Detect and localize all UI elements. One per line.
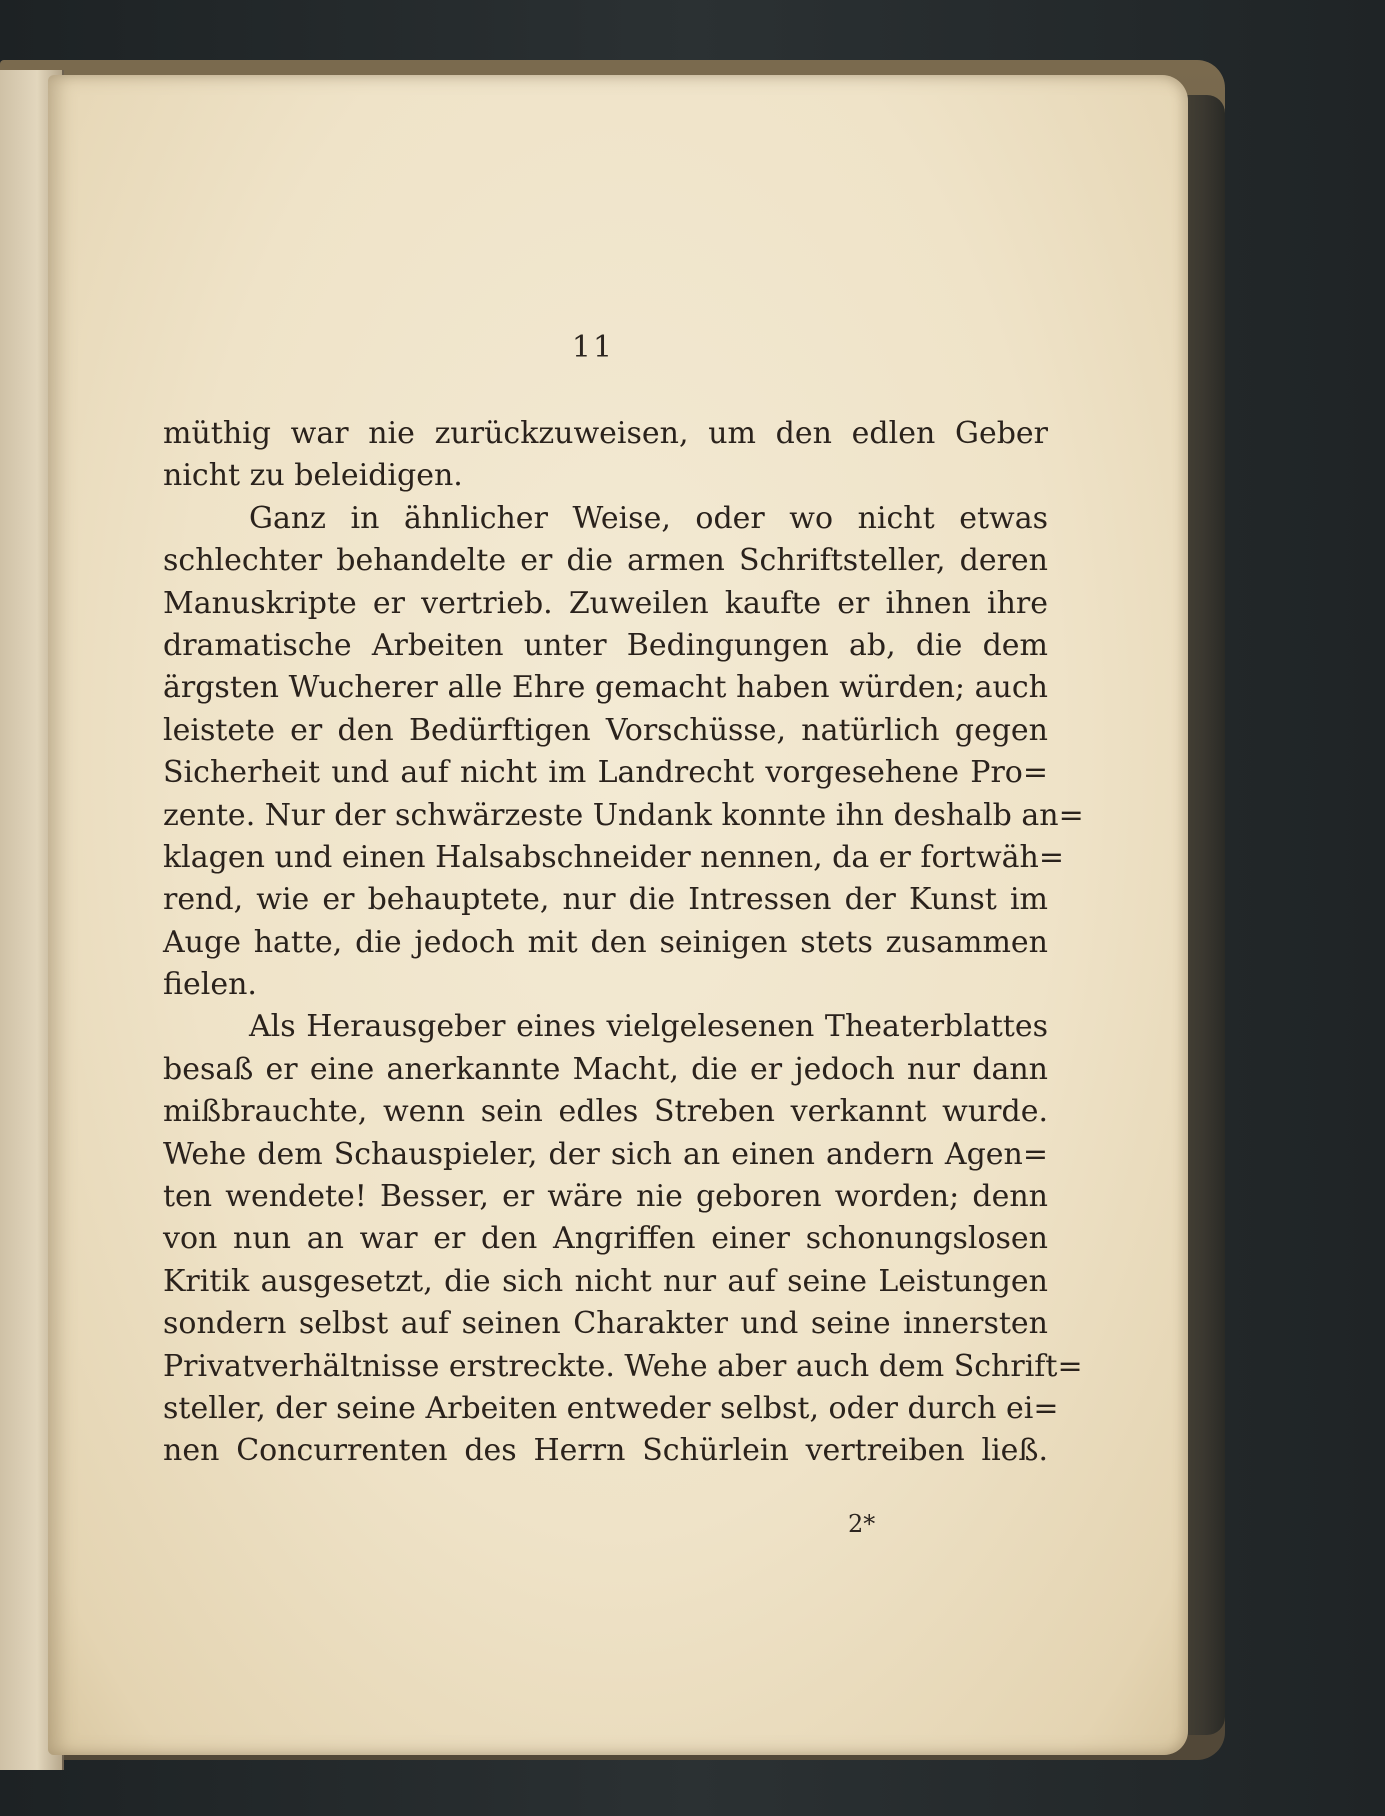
- text-line: Sicherheit und auf nicht im Landrecht vorgesehene Pro=: [163, 755, 1048, 791]
- text-line: rend, wie er behauptete, nur die Intressen der Kunst im: [163, 882, 1048, 918]
- text-line: Auge hatte, die jedoch mit den seinigen stets zusammen: [163, 924, 1048, 960]
- book-page: [48, 75, 1188, 1755]
- text-line: sondern selbst auf seinen Charakter und seine innersten: [163, 1306, 1048, 1342]
- text-line: steller, der seine Arbeiten entweder selbst, oder durch ei=: [163, 1390, 1059, 1426]
- text-line: Kritik ausgesetzt, die sich nicht nur auf seine Leistungen: [163, 1263, 1048, 1299]
- signature-mark: 2*: [848, 1510, 876, 1538]
- text-line: müthig war nie zurückzuweisen, um den edlen Geber: [163, 416, 1048, 451]
- page-text: [163, 413, 1084, 1473]
- text-line: zente. Nur der schwärzeste Undank konnte ihn deshalb an=: [163, 797, 1084, 833]
- text-line: Wehe dem Schauspieler, der sich an einen andern Agen=: [163, 1136, 1048, 1172]
- text-line: von nun an war er den Angriffen einer schonungslosen: [163, 1221, 1048, 1257]
- text-line: nen Concurrenten des Herrn Schürlein vertreiben ließ.: [163, 1433, 1048, 1469]
- text-line: mißbrauchte, wenn sein edles Streben verkannt wurde.: [163, 1094, 1048, 1130]
- text-line: klagen und einen Halsabschneider nennen, da er fortwäh=: [163, 839, 1064, 875]
- text-line: Ganz in ähnlicher Weise, oder wo nicht etwas: [249, 500, 1048, 536]
- text-line: Manuskripte er vertrieb. Zuweilen kaufte er ihnen ihre: [163, 585, 1048, 621]
- text-line: Privatverhältnisse erstreckte. Wehe aber auch dem Schrift=: [163, 1348, 1083, 1384]
- page-number: 11: [571, 330, 615, 365]
- text-line: Als Herausgeber eines vielgelesenen Theaterblattes: [249, 1009, 1048, 1045]
- text-line: fielen.: [163, 967, 257, 1003]
- text-line: besaß er eine anerkannte Macht, die er jedoch nur dann: [163, 1051, 1048, 1087]
- text-line: ten wendete! Besser, er wäre nie geboren worden; denn: [163, 1179, 1048, 1215]
- text-line: nicht zu beleidigen.: [163, 458, 463, 494]
- text-line: schlechter behandelte er die armen Schriftsteller, deren: [163, 543, 1048, 579]
- text-line: dramatische Arbeiten unter Bedingungen ab, die dem: [163, 627, 1048, 663]
- text-line: leistete er den Bedürftigen Vorschüsse, natürlich gegen: [163, 712, 1048, 748]
- text-line: ärgsten Wucherer alle Ehre gemacht haben würden; auch: [163, 670, 1048, 706]
